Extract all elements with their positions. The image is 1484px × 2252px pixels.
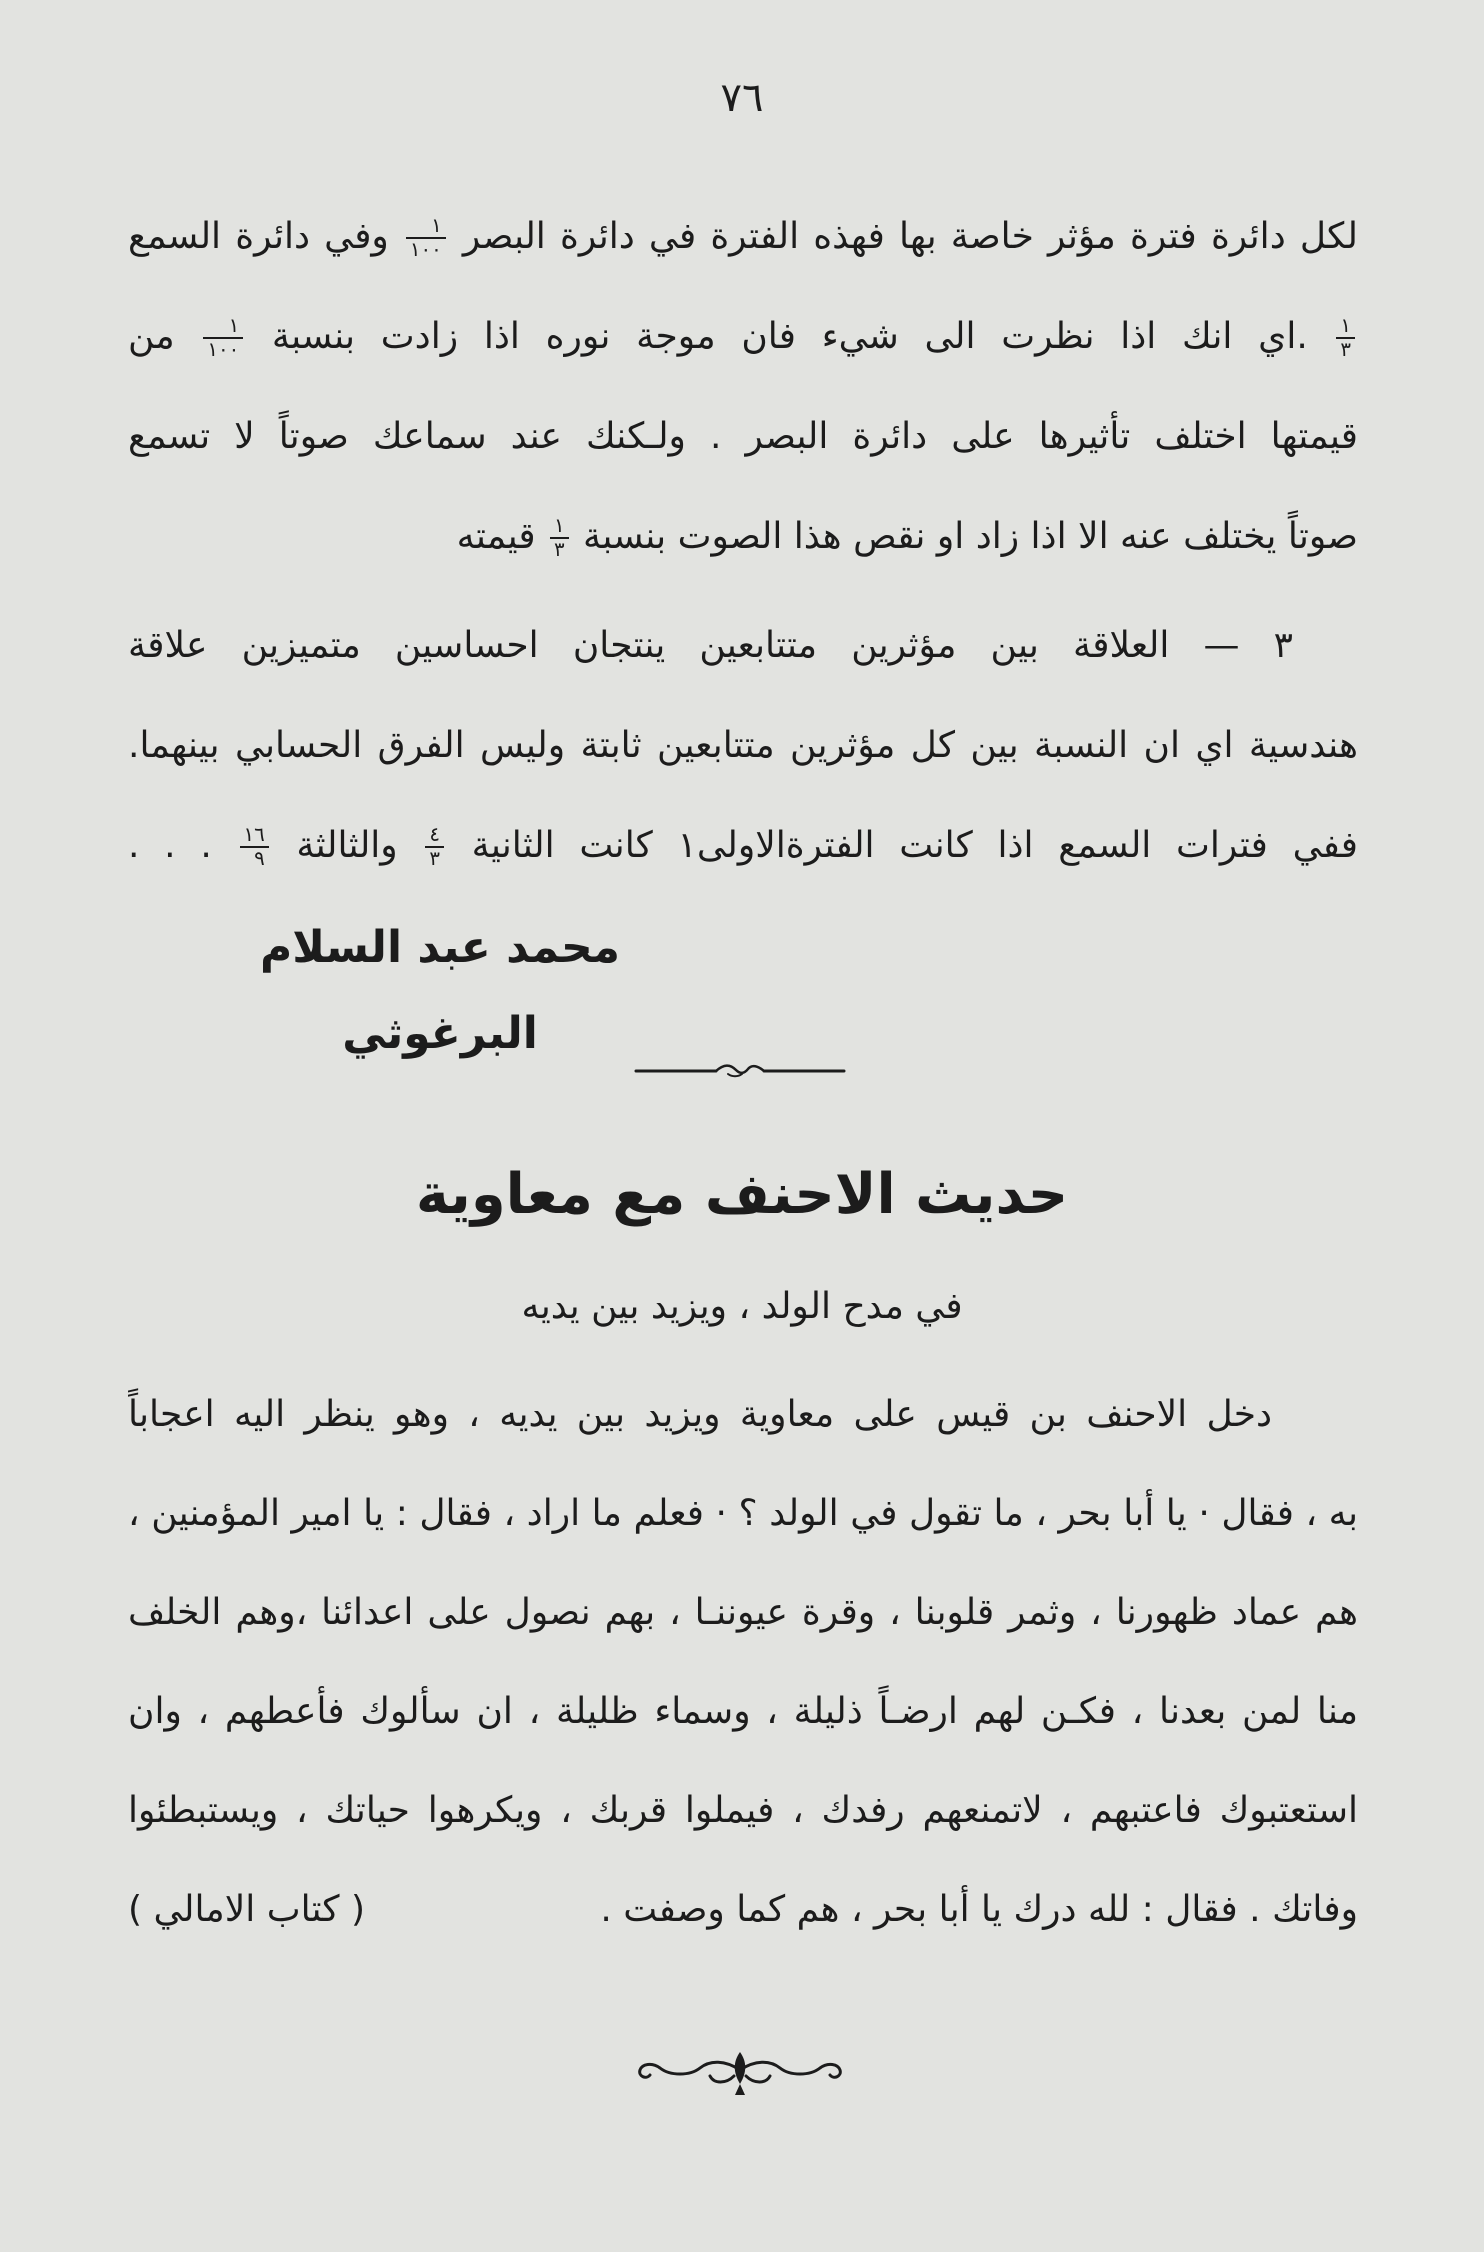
fraction-numerator: ١ [203, 315, 243, 339]
fraction [203, 315, 243, 361]
left-scroll [640, 2062, 740, 2077]
text-line [128, 596, 1358, 696]
flourish-divider-icon [632, 1060, 848, 1080]
text-line [128, 796, 1358, 896]
text-line [128, 1860, 1358, 1959]
fraction [425, 824, 444, 870]
text-segment: قيمتها اختلف تأثيرها على دائرة البصر . ولـكنك عند سماعك صوتاً لا تسمع [128, 416, 1358, 457]
article2-body [128, 1365, 1358, 1959]
text-segment: منا لمن بعدنا ، فكـن لهم ارضـاً ذليلة ، وسماء ظليلة ، ان سألوك فأعطهم ، وان [128, 1691, 1358, 1732]
fraction-numerator: ١ [550, 515, 569, 539]
fraction-numerator: ١ [406, 215, 446, 239]
divider-flourish [716, 1066, 764, 1073]
center-leaf [735, 2052, 746, 2084]
text-segment: به ، فقال · يا أبا بحر ، ما تقول في الولد ؟ · فعلم ما اراد ، فقال : يا امير المؤمنين ، [128, 1493, 1358, 1534]
divider-curl [728, 1074, 742, 1076]
text-line [128, 1761, 1358, 1860]
text-segment: لكل دائرة فترة مؤثر خاصة بها فهذه الفترة في دائرة البصر [462, 216, 1358, 257]
fraction [1336, 315, 1355, 361]
fraction-denominator: ٣ [554, 538, 565, 561]
fraction-denominator: ٣ [429, 847, 440, 870]
fraction [240, 824, 269, 870]
text-line [128, 187, 1358, 287]
text-line [128, 1365, 1358, 1464]
fraction-denominator: ١٠٠ [409, 238, 442, 261]
text-segment: ففي فترات السمع اذا كانت الفترةالاولى١ كانت الثانية [471, 825, 1358, 866]
article1-paragraph1 [128, 187, 1358, 587]
fraction-denominator: ١٠٠ [207, 338, 240, 361]
text-line [128, 696, 1358, 796]
text-segment: ٣ — العلاقة بين مؤثرين متتابعين ينتجان احساسين متميزين علاقة [128, 625, 1293, 666]
fraction-denominator: ٩ [254, 847, 265, 870]
text-segment: والثالثة [296, 825, 398, 866]
text-line [128, 487, 1358, 587]
fraction-numerator: ٤ [425, 824, 444, 848]
fleuron-tailpiece-icon [630, 2040, 850, 2100]
text-segment: هم عماد ظهورنا ، وثمر قلوبنا ، وقرة عيوننـا ، بهم نصول على اعدائنا ،وهم الخلف [128, 1592, 1358, 1633]
source-citation: ( كتاب الامالي ) [128, 1889, 366, 1930]
text-segment: هندسية اي ان النسبة بين كل مؤثرين متتابعين ثابتة وليس الفرق الحسابي بينهما. [128, 725, 1358, 766]
text-line [128, 287, 1358, 387]
text-segment: من [128, 316, 175, 357]
text-line [128, 1563, 1358, 1662]
divider-strokes [636, 1066, 844, 1077]
text-line [128, 1464, 1358, 1563]
text-segment: قيمته [456, 516, 536, 557]
fraction-numerator: ١ [1336, 315, 1355, 339]
text-line [128, 387, 1358, 487]
article-subtitle: في مدح الولد ، ويزيد بين يديه [521, 1286, 963, 1327]
article1-paragraph2 [128, 596, 1358, 896]
right-inner-curl [746, 2076, 770, 2082]
fraction [406, 215, 446, 261]
text-segment: .اي انك اذا نظرت الى شيء فان موجة نوره اذا زادت بنسبة [271, 316, 1308, 357]
text-segment: دخل الاحنف بن قيس على معاوية ويزيد بين يديه ، وهو ينظر اليه اعجاباً [128, 1394, 1272, 1435]
text-segment: وفي دائرة السمع [128, 216, 389, 257]
left-inner-curl [710, 2076, 734, 2082]
author-signature: محمد عبد السلام البرغوثي [260, 922, 620, 1059]
center-stem [735, 2084, 745, 2095]
text-segment: صوتاً يختلف عنه الا اذا زاد او نقص هذا الصوت بنسبة [583, 516, 1358, 557]
page-number: ٧٦ [720, 75, 764, 121]
text-segment: . . . [128, 825, 212, 866]
fraction-denominator: ٣ [1340, 338, 1352, 361]
text-segment: وفاتك . فقال : لله درك يا أبا بحر ، هم كما وصفت . [600, 1889, 1358, 1930]
text-line [128, 1662, 1358, 1761]
fraction-numerator: ١٦ [240, 824, 269, 848]
fraction [550, 515, 569, 561]
text-segment: استعتبوك فاعتبهم ، لاتمنعهم رفدك ، فيملوا قربك ، ويكرهوا حياتك ، ويستبطئوا [128, 1790, 1358, 1831]
right-scroll [740, 2062, 840, 2077]
article-title: حديث الاحنف مع معاوية [415, 1162, 1069, 1227]
